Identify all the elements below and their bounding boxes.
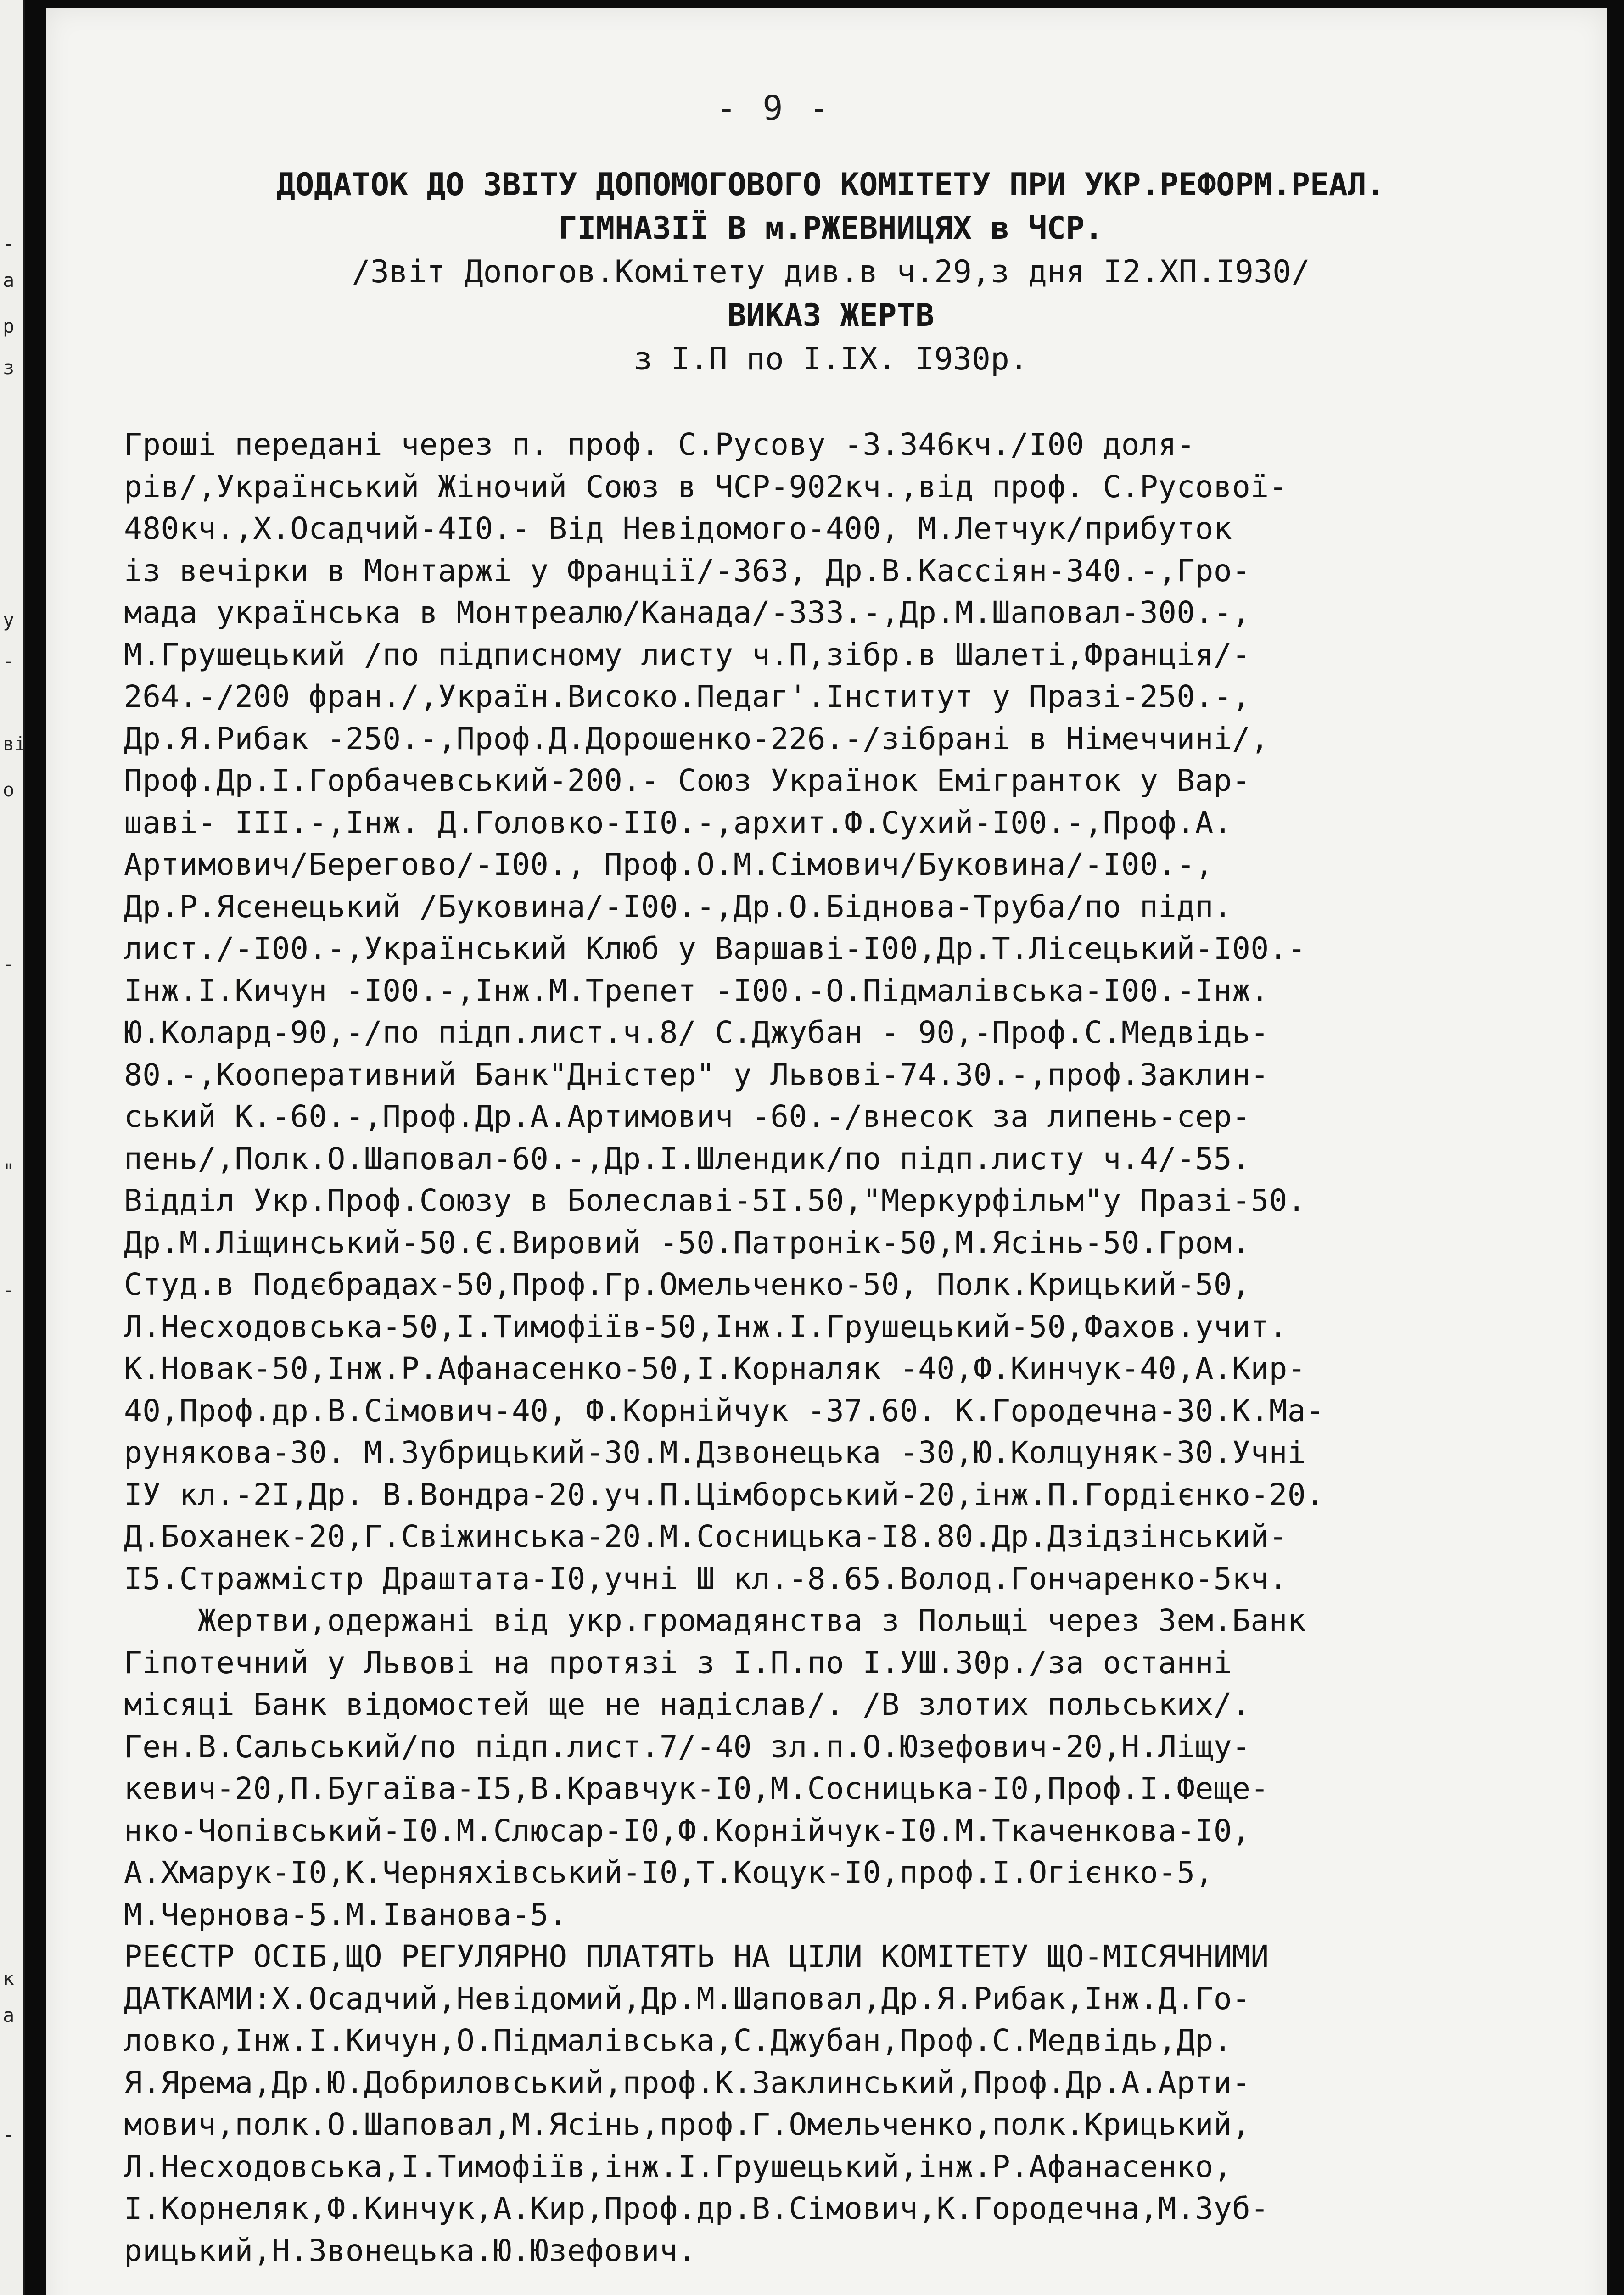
margin-mark: " bbox=[3, 1159, 15, 1182]
text-line: Відділ Укр.Проф.Союзу в Болеславі-5I.50,"Меркурфільм"у Празі-50. bbox=[124, 1183, 1306, 1218]
text-line: Інж.І.Кичун -I00.-,Інж.М.Трепет -I00.-О.Підмалівська-I00.-Інж. bbox=[124, 973, 1269, 1008]
margin-mark: - bbox=[3, 232, 15, 255]
text-line: М.Чернова-5.М.Іванова-5. bbox=[124, 1897, 567, 1932]
text-line: Др.Р.Ясенецький /Буковина/-I00.-,Др.О.Біднова-Труба/по підп. bbox=[124, 889, 1232, 924]
text-line: Ген.В.Сальський/по підп.лист.7/-40 зл.п.О.Юзефович-20,Н.Ліщу- bbox=[124, 1729, 1251, 1764]
text-line bbox=[124, 2272, 1593, 2295]
text-line: Проф.Др.І.Горбачевський-200.- Союз Українок Емігранток у Вар- bbox=[124, 763, 1251, 798]
text-line: ський К.-60.-,Проф.Др.А.Артимович -60.-/внесок за липень-сер- bbox=[124, 1099, 1251, 1134]
margin-mark: а bbox=[3, 269, 15, 291]
text-line: Л.Несходовська-50,І.Тимофіїв-50,Інж.І.Грушецький-50,Фахов.учит. bbox=[124, 1309, 1288, 1344]
text-line: Жертви,одержані від укр.громадянства з Польщі через Зем.Банк bbox=[124, 1603, 1306, 1638]
text-line: із вечірки в Монтаржі у Франції/-363, Др.В.Кассіян-340.-,Гро- bbox=[124, 553, 1251, 588]
margin-mark: р bbox=[3, 315, 15, 337]
margin-mark: к bbox=[3, 1967, 15, 1990]
document-title: ДОДАТОК ДО ЗВІТУ ДОПОМОГОВОГО КОМІТЕТУ ПРИ УКР.РЕФОРМ.РЕАЛ. bbox=[276, 167, 1385, 203]
document-page bbox=[46, 8, 1607, 2295]
text-line: шаві- III.-,Інж. Д.Головко-II0.-,архит.Ф.Сухий-I00.-,Проф.А. bbox=[124, 805, 1232, 840]
text-line: лист./-I00.-,Український Клюб у Варшаві-I00,Др.Т.Лісецький-I00.- bbox=[124, 931, 1306, 966]
text-line: 80.-,Кооперативний Банк"Дністер" у Львові-74.30.-,проф.Заклин- bbox=[124, 1057, 1269, 1092]
text-line: мович,полк.О.Шаповал,М.Ясінь,проф.Г.Омельченко,полк.Крицький, bbox=[124, 2107, 1251, 2142]
date-range: з I.П по I.IX. I930р. bbox=[633, 341, 1028, 377]
margin-mark: а bbox=[3, 2004, 15, 2026]
text-line: Др.М.Ліщинський-50.Є.Вировий -50.Патронік-50,М.Ясінь-50.Гром. bbox=[124, 1225, 1251, 1260]
section-title: ВИКАЗ ЖЕРТВ bbox=[727, 297, 935, 334]
text-line: нко-Чопівський-I0.М.Слюсар-I0,Ф.Корнійчук-I0.М.Ткаченкова-I0, bbox=[124, 1813, 1251, 1848]
margin-mark: - bbox=[3, 2123, 15, 2146]
text-line: рицький,Н.Звонецька.Ю.Юзефович. bbox=[124, 2233, 697, 2268]
text-line: рів/,Український Жіночий Союз в ЧСР-902кч.,від проф. С.Русової- bbox=[124, 469, 1288, 504]
text-line: РЕЄСТР ОСІБ,ЩО РЕГУЛЯРНО ПЛАТЯТЬ НА ЦІЛИ КОМІТЕТУ ЩО-МІСЯЧНИМИ bbox=[124, 1939, 1269, 1974]
text-line: Л.Несходовська,І.Тимофіїв,інж.І.Грушецький,інж.Р.Афанасенко, bbox=[124, 2149, 1232, 2184]
text-line: I5.Стражмістр Драштата-I0,учні Ш кл.-8.65.Волод.Гончаренко-5кч. bbox=[124, 1561, 1288, 1596]
text-line: IУ кл.-2I,Др. В.Вондра-20.уч.П.Цімборський-20,інж.П.Гордієнко-20. bbox=[124, 1477, 1325, 1512]
page-number: - 9 - bbox=[716, 89, 832, 128]
text-line: Артимович/Берегово/-I00., Проф.О.М.Сімович/Буковина/-I00.-, bbox=[124, 847, 1214, 882]
margin-mark: ві bbox=[3, 733, 26, 755]
text-line: ловко,Інж.І.Кичун,О.Підмалівська,С.Джубан,Проф.С.Медвідь,Др. bbox=[124, 2023, 1232, 2058]
donations-list bbox=[124, 424, 1593, 2295]
text-line: Ю.Колард-90,-/по підп.лист.ч.8/ С.Джубан - 90,-Проф.С.Медвідь- bbox=[124, 1015, 1269, 1050]
text-line: К.Новак-50,Інж.Р.Афанасенко-50,І.Корналяк -40,Ф.Кинчук-40,А.Кир- bbox=[124, 1351, 1306, 1386]
text-line: мада українська в Монтреалю/Канада/-333.-,Др.М.Шаповал-300.-, bbox=[124, 595, 1251, 630]
margin-mark: у bbox=[3, 609, 15, 631]
margin-mark: - bbox=[3, 953, 15, 975]
text-line: М.Грушецький /по підписному листу ч.П,зібр.в Шалеті,Франція/- bbox=[124, 637, 1251, 672]
margin-mark: з bbox=[3, 356, 15, 379]
text-line: Гроші передані через п. проф. С.Русову -3.346кч./I00 доля- bbox=[124, 427, 1195, 462]
text-line: пень/,Полк.О.Шаповал-60.-,Др.І.Шлендик/по підп.листу ч.4/-55. bbox=[124, 1141, 1251, 1176]
text-line: І.Корнеляк,Ф.Кинчук,А.Кир,Проф.др.В.Сімович,К.Городечна,М.Зуб- bbox=[124, 2191, 1269, 2226]
text-line: Д.Боханек-20,Г.Свіжинська-20.М.Сосницька-I8.80.Др.Дзідзінський- bbox=[124, 1519, 1288, 1554]
text-line: А.Хмарук-I0,К.Черняхівський-I0,Т.Коцук-I0,проф.І.Огієнко-5, bbox=[124, 1855, 1214, 1890]
text-line: 264.-/200 фран./,Україн.Високо.Педаг'.Інститут у Празі-250.-, bbox=[124, 679, 1251, 714]
text-line: рунякова-30. М.Зубрицький-30.М.Дзвонецька -30,Ю.Колцуняк-30.Учні bbox=[124, 1435, 1306, 1470]
margin-mark: о bbox=[3, 778, 15, 801]
document-title-continued: ГІМНАЗІЇ В м.РЖЕВНИЦЯХ в ЧСР. bbox=[558, 210, 1103, 246]
text-line: Гіпотечний у Львові на протязі з I.П.по I.УШ.30р./за останні bbox=[124, 1645, 1232, 1680]
text-line: 40,Проф.др.В.Сімович-40, Ф.Корнійчук -37.60. К.Городечна-30.К.Ма- bbox=[124, 1393, 1325, 1428]
text-line: 480кч.,Х.Осадчий-4I0.- Від Невідомого-400, М.Летчук/прибуток bbox=[124, 511, 1232, 546]
text-line: ДАТКАМИ:Х.Осадчий,Невідомий,Др.М.Шаповал,Др.Я.Рибак,Інж.Д.Го- bbox=[124, 1981, 1251, 2016]
margin-mark: - bbox=[3, 1279, 15, 1301]
text-line: кевич-20,П.Бугаїва-I5,В.Кравчук-I0,М.Сосницька-I0,Проф.І.Феще- bbox=[124, 1771, 1269, 1806]
text-line: Студ.в Подєбрадах-50,Проф.Гр.Омельченко-50, Полк.Крицький-50, bbox=[124, 1267, 1251, 1302]
text-line: Др.Я.Рибак -250.-,Проф.Д.Дорошенко-226.-/зібрані в Німеччині/, bbox=[124, 721, 1269, 756]
report-reference: /Звіт Допогов.Комітету див.в ч.29,з дня I2.ХП.I930/ bbox=[352, 254, 1310, 290]
adjacent-page-edge bbox=[0, 0, 25, 2295]
margin-mark: - bbox=[3, 650, 15, 672]
text-line: місяці Банк відомостей ще не надіслав/. /В злотих польських/. bbox=[124, 1687, 1251, 1722]
text-line: Я.Ярема,Др.Ю.Добриловський,проф.К.Заклинський,Проф.Др.А.Арти- bbox=[124, 2065, 1251, 2100]
